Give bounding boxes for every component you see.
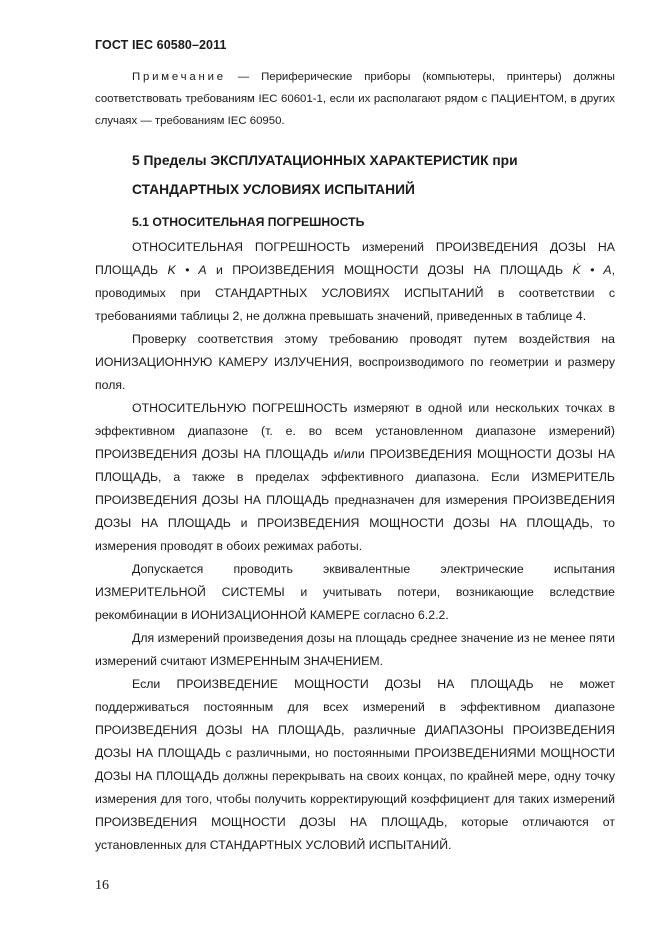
page-number: 16 <box>95 878 109 893</box>
paragraph-1-text-c: , проводимых при СТАНДАРТНЫХ УСЛОВИЯХ ИСПЫТАНИЙ в соответствии с требованиями таблицы 2, не должна превышать значений, приведенных в таблице 4. <box>95 263 615 323</box>
body-text <box>95 236 615 857</box>
note-label: Примечание <box>132 71 226 83</box>
paragraph-1-text-a: ОТНОСИТЕЛЬНАЯ ПОГРЕШНОСТЬ измерений ПРОИЗВЕДЕНИЯ ДОЗЫ НА ПЛОЩАДЬ <box>95 240 615 277</box>
symbol-dose-rate-area-product: K̇ • A <box>572 263 612 277</box>
note-block <box>95 66 615 132</box>
paragraph-3: ОТНОСИТЕЛЬНУЮ ПОГРЕШНОСТЬ измеряют в одной или нескольких точках в эффективном диапазоне (т. е. во всем установленном диапазоне измерений) ПРОИЗВЕДЕНИЯ ДОЗЫ НА ПЛОЩАДЬ и/или ПРОИЗВЕДЕНИЯ МОЩНОСТИ ДОЗЫ НА ПЛОЩАДЬ, а также в пределах эффективного диапазона. Если ИЗМЕРИТЕЛЬ ПРОИЗВЕДЕНИЯ ДОЗЫ НА ПЛОЩАДЬ предназначен для измерения ПРОИЗВЕДЕНИЯ ДОЗЫ НА ПЛОЩАДЬ и ПРОИЗВЕДЕНИЯ МОЩНОСТИ ДОЗЫ НА ПЛОЩАДЬ, то измерения проводят в обоих режимах работы. <box>95 401 615 553</box>
paragraph-6: Если ПРОИЗВЕДЕНИЕ МОЩНОСТИ ДОЗЫ НА ПЛОЩАДЬ не может поддерживаться постоянным для всех измерений в эффективном диапазоне ПРОИЗВЕДЕНИЯ ДОЗЫ НА ПЛОЩАДЬ, различные ДИАПАЗОНЫ ПРОИЗВЕДЕНИЯ ДОЗЫ НА ПЛОЩАДЬ с различными, но постоянными ПРОИЗВЕДЕНИЯМИ МОЩНОСТИ ДОЗЫ НА ПЛОЩАДЬ должны перекрывать на своих концах, по крайней мере, одну точку измерения для того, чтобы получить корректирующий коэффициент для таких измерений ПРОИЗВЕДЕНИЯ МОЩНОСТИ ДОЗЫ НА ПЛОЩАДЬ, которые отличаются от установленных для СТАНДАРТНЫХ УСЛОВИЙ ИСПЫТАНИЙ. <box>95 677 615 852</box>
note-text: — Периферические приборы (компьютеры, принтеры) должны соответствовать требованиям IEC 60601-1, если их располагают рядом с ПАЦИЕНТОМ, в других случаях — требованиям IEC 60950. <box>95 71 615 127</box>
subsection-title: 5.1 ОТНОСИТЕЛЬНАЯ ПОГРЕШНОСТЬ <box>132 215 365 229</box>
section-title: 5 Пределы ЭКСПЛУАТАЦИОННЫХ ХАРАКТЕРИСТИК при СТАНДАРТНЫХ УСЛОВИЯХ ИСПЫТАНИЙ <box>132 153 518 197</box>
paragraph-4: Допускается проводить эквивалентные электрические испытания ИЗМЕРИТЕЛЬНОЙ СИСТЕМЫ и учитывать потери, возникающие вследствие рекомбинации в ИОНИЗАЦИОННОЙ КАМЕРЕ согласно 6.2.2. <box>95 562 615 622</box>
running-header: ГОСТ IEC 60580–2011 <box>95 38 227 52</box>
symbol-dose-area-product: K • A <box>167 263 207 277</box>
paragraph-2: Проверку соответствия этому требованию проводят путем воздействия на ИОНИЗАЦИОННУЮ КАМЕРУ ИЗЛУЧЕНИЯ, воспроизводимого по геометрии и размеру поля. <box>95 332 615 392</box>
paragraph-1-text-b: и ПРОИЗВЕДЕНИЯ МОЩНОСТИ ДОЗЫ НА ПЛОЩАДЬ <box>206 263 573 277</box>
paragraph-1 <box>95 236 615 328</box>
paragraph-5: Для измерений произведения дозы на площадь среднее значение из не менее пяти измерений считают ИЗМЕРЕННЫМ ЗНАЧЕНИЕМ. <box>95 631 615 668</box>
